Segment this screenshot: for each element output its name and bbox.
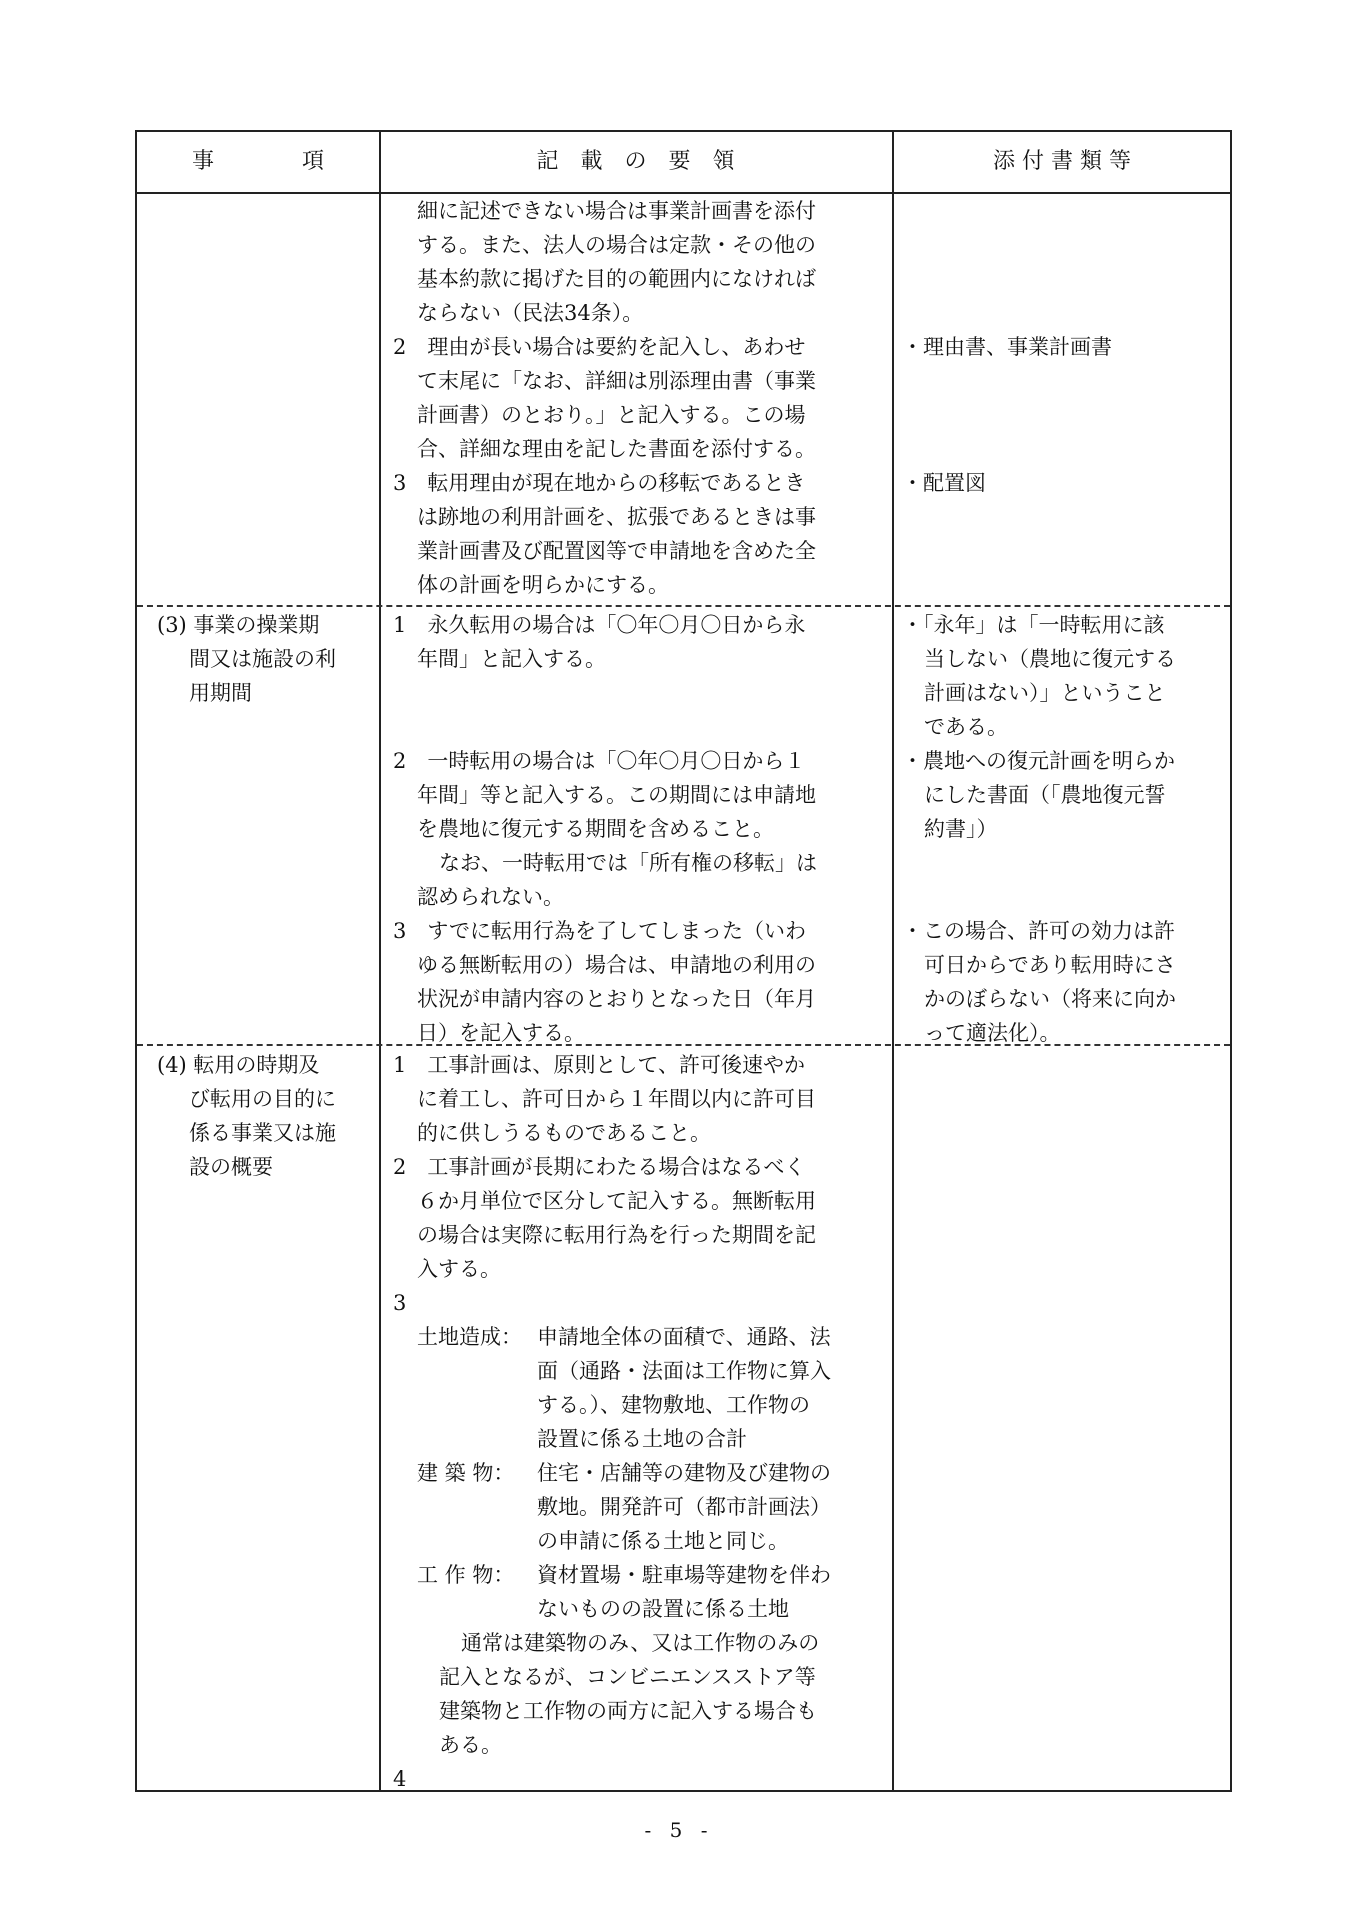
header-attachments: 添 付 書 類 等 [993,149,1131,174]
attachment-line: 当しない（農地に復元する [924,647,1176,671]
attachment-line: 可日からであり転用時にさ [924,953,1176,977]
attachment-line: にした書面（「農地復元誓 [924,783,1166,807]
main-table [135,130,1232,1792]
item-label: 設の概要 [189,1155,273,1179]
term-description: の申請に係る土地と同じ。 [537,1529,789,1553]
term-description: 敷地。開発許可（都市計画法） [537,1495,831,1519]
attachment-line: ・理由書、事業計画書 [902,335,1112,359]
row-divider [137,605,1230,607]
guideline-line: 業計画書及び配置図等で申請地を含めた全 [417,539,816,563]
term-description: する。）、建物敷地、工作物の [537,1393,810,1417]
item-label: び転用の目的に [189,1087,336,1111]
term-description: 資材置場・駐車場等建物を伴わ [537,1563,831,1587]
column-divider [892,132,894,1790]
attachment-line: 計画はない）」ということ [924,681,1166,705]
term-description: ないものの設置に係る土地 [537,1597,789,1621]
term-description: 申請地全体の面積で、通路、法 [537,1325,831,1349]
guideline-line: 2 理由が長い場合は要約を記入し、あわせ [393,335,806,359]
guideline-line: 1 工事計画は、原則として、許可後速やか [393,1053,805,1077]
guideline-line: する。また、法人の場合は定款・その他の [417,233,816,257]
attachment-line: である。 [924,715,1008,739]
note-line: 記入となるが、コンビニエンスストア等 [439,1665,816,1689]
page-number: - 5 - [644,1818,714,1842]
column-divider [379,132,381,1790]
guideline-line: の場合は実際に転用行為を行った期間を記 [417,1223,816,1247]
term-description: 設置に係る土地の合計 [537,1427,747,1451]
row-divider [137,1044,1230,1046]
term-label: 工 作 物： [417,1563,515,1587]
attachment-line: ・農地への復元計画を明らか [902,749,1175,773]
guideline-line: 状況が申請内容のとおりとなった日（年月 [417,987,816,1011]
guideline-line: 4 [393,1767,407,1791]
guideline-line: 計画書）のとおり。」と記入する。この場 [417,403,806,427]
term-description: 住宅・店舗等の建物及び建物の [537,1461,831,1485]
guideline-line: を農地に復元する期間を含めること。 [417,817,774,841]
attachment-line: ・この場合、許可の効力は許 [902,919,1175,943]
guideline-line: 的に供しうるものであること。 [417,1121,711,1145]
guideline-line: 3 すでに転用行為を了してしまった（いわ [393,919,806,943]
guideline-line: 認められない。 [417,885,564,909]
attachment-line: 約書」） [924,817,998,841]
guideline-line: に着工し、許可日から１年間以内に許可目 [417,1087,816,1111]
term-label: 建 築 物： [417,1461,515,1485]
term-description: 面（通路・法面は工作物に算入 [537,1359,831,1383]
guideline-line: ゆる無断転用の）場合は、申請地の利用の [417,953,816,977]
guideline-line: 1 永久転用の場合は「〇年〇月〇日から永 [393,613,806,637]
guideline-line: 基本約款に掲げた目的の範囲内になければ [417,267,816,291]
guideline-line: ６か月単位で区分して記入する。無断転用 [417,1189,816,1213]
guideline-line: 体の計画を明らかにする。 [417,573,669,597]
guideline-line: 日）を記入する。 [417,1021,585,1045]
guideline-line: ならない（民法34条）。 [417,301,644,325]
item-label: 間又は施設の利 [189,647,336,671]
attachment-line: ・配置図 [902,471,986,495]
note-line: 通常は建築物のみ、又は工作物のみの [461,1631,820,1655]
guideline-line: て末尾に「なお、詳細は別添理由書（事業 [417,369,816,393]
item-label: (4) 転用の時期及 [157,1053,320,1077]
item-label: 係る事業又は施 [189,1121,336,1145]
guideline-line: は跡地の利用計画を、拡張であるときは事 [417,505,816,529]
note-line: 建築物と工作物の両方に記入する場合も [439,1699,817,1723]
header-guideline: 記 載 の 要 領 [536,149,735,174]
item-label: (3) 事業の操業期 [157,613,320,637]
attachment-line: かのぼらない（将来に向か [924,987,1176,1011]
term-label: 土地造成： [417,1325,522,1349]
guideline-line: 合、詳細な理由を記した書面を添付する。 [417,437,816,461]
guideline-line: なお、一時転用では「所有権の移転」は [439,851,817,875]
guideline-line: 3 転用理由が現在地からの移転であるとき [393,471,806,495]
guideline-line: 年間」と記入する。 [417,647,606,671]
note-line: ある。 [439,1733,502,1757]
guideline-line: 3 [393,1291,407,1315]
header-item: 事 項 [191,149,324,174]
item-label: 用期間 [189,681,252,705]
attachment-line: って適法化）。 [924,1021,1061,1045]
guideline-line: 2 工事計画が長期にわたる場合はなるべく [393,1155,806,1179]
guideline-line: 2 一時転用の場合は「〇年〇月〇日から１ [393,749,806,773]
guideline-line: 年間」等と記入する。この期間には申請地 [417,783,816,807]
attachment-line: ・「永年」は「一時転用に該 [902,613,1165,637]
guideline-line: 細に記述できない場合は事業計画書を添付 [417,199,816,223]
guideline-line: 入する。 [417,1257,501,1281]
